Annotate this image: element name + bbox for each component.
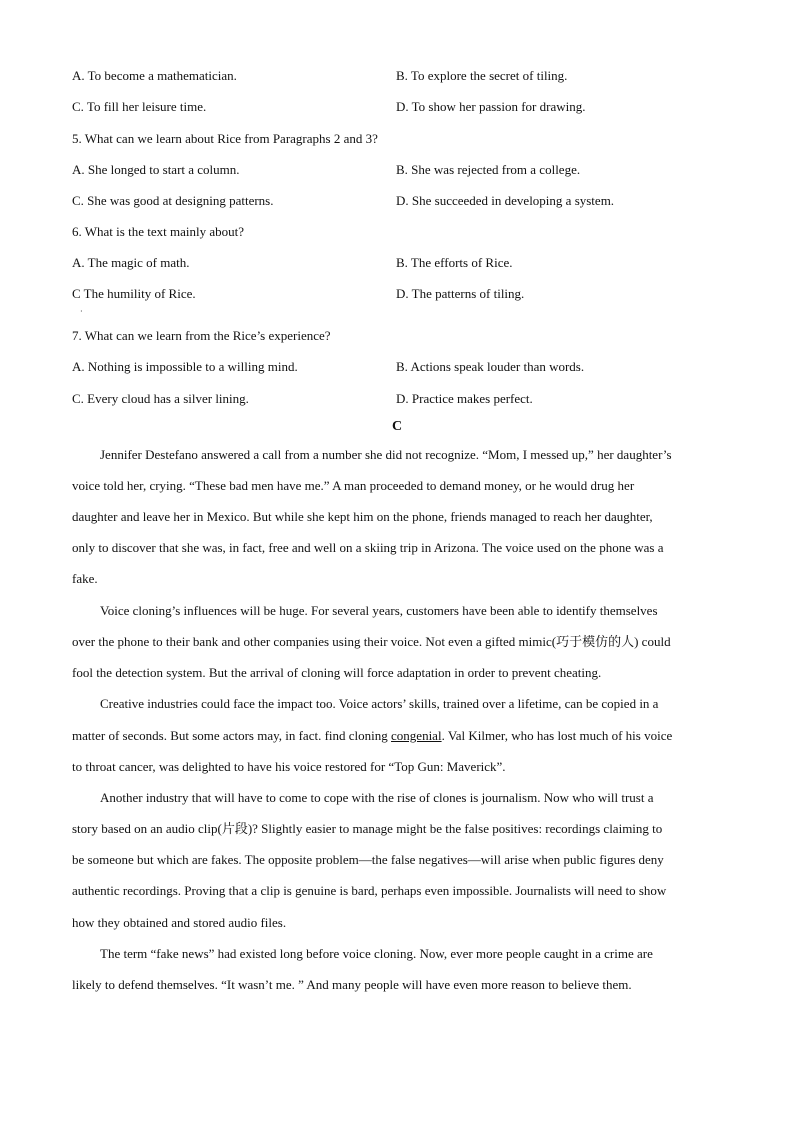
q6-option-b: B. The efforts of Rice.	[396, 255, 513, 270]
q7-option-a: A. Nothing is impossible to a willing mind.	[72, 359, 298, 374]
q5-option-d: D. She succeeded in developing a system.	[396, 193, 615, 208]
p4-line: be someone but which are fakes. The opposite problem—the false negatives—will arise when public figures deny	[72, 852, 664, 867]
p1-line: daughter and leave her in Mexico. But while she kept him on the phone, friends managed to reach her daughter,	[72, 509, 653, 524]
p2-line: Voice cloning’s influences will be huge. For several years, customers have been able to identify themselves	[100, 603, 658, 618]
p1-line: fake.	[72, 571, 98, 586]
q5-stem: 5. What can we learn about Rice from Paragraphs 2 and 3?	[72, 131, 378, 146]
p1-line: voice told her, crying. “These bad men have me.” A man proceeded to demand money, or he would drug her	[72, 478, 635, 493]
q5-option-a: A. She longed to start a column.	[72, 162, 240, 177]
p5-line: likely to defend themselves. “It wasn’t me. ” And many people will have even more reason to believe them.	[72, 977, 632, 992]
q7-option-d: D. Practice makes perfect.	[396, 391, 533, 406]
p3-text-after: . Val Kilmer, who has lost much of his voice	[441, 728, 673, 743]
p4-line: Another industry that will have to come to cope with the rise of clones is journalism. Now who will trust a	[100, 790, 654, 805]
p3-line	[72, 728, 672, 744]
q6-option-c: C The humility of Rice.	[72, 286, 196, 301]
p3-line: to throat cancer, was delighted to have his voice restored for “Top Gun: Maverick”.	[72, 759, 506, 774]
q4-option-c: C. To fill her leisure time.	[72, 99, 207, 114]
q5-option-b: B. She was rejected from a college.	[396, 162, 581, 177]
q7-option-c: C. Every cloud has a silver lining.	[72, 391, 249, 406]
q4-option-a: A. To become a mathematician.	[72, 68, 237, 83]
p4-line: story based on an audio clip(片段)? Slightly easier to manage might be the false positives: recordings claiming to	[72, 821, 663, 836]
p1-line: Jennifer Destefano answered a call from a number she did not recognize. “Mom, I messed up,” her daughter’s	[100, 447, 672, 462]
p4-line: authentic recordings. Proving that a clip is genuine is bard, perhaps even impossible. Journalists will need to show	[72, 883, 667, 898]
q4-option-d: D. To show her passion for drawing.	[396, 99, 586, 114]
p4-line: how they obtained and stored audio files.	[72, 915, 287, 930]
underlined-word: congenial	[391, 728, 442, 743]
q4-option-b: B. To explore the secret of tiling.	[396, 68, 568, 83]
p3-line: Creative industries could face the impact too. Voice actors’ skills, trained over a lifetime, can be copied in a	[100, 696, 659, 711]
q7-option-b: B. Actions speak louder than words.	[396, 359, 585, 374]
p1-line: only to discover that she was, in fact, free and well on a skiing trip in Arizona. The voice used on the phone was a	[72, 540, 664, 555]
q6-option-a: A. The magic of math.	[72, 255, 190, 270]
p5-line: The term “fake news” had existed long before voice cloning. Now, ever more people caught in a crime are	[100, 946, 653, 961]
q5-option-c: C. She was good at designing patterns.	[72, 193, 274, 208]
p3-text-before: matter of seconds. But some actors may, in fact. find cloning	[72, 728, 392, 743]
stray-dot-mark: ·	[80, 307, 83, 316]
q6-stem: 6. What is the text mainly about?	[72, 224, 244, 239]
section-c-title: C	[391, 419, 403, 434]
p2-line: over the phone to their bank and other companies using their voice. Not even a gifted mimic(巧于模仿的人) could	[72, 634, 671, 649]
q6-option-d: D. The patterns of tiling.	[396, 286, 525, 301]
q7-stem: 7. What can we learn from the Rice’s experience?	[72, 328, 331, 343]
p2-line: fool the detection system. But the arrival of cloning will force adaptation in order to prevent cheating.	[72, 665, 602, 680]
